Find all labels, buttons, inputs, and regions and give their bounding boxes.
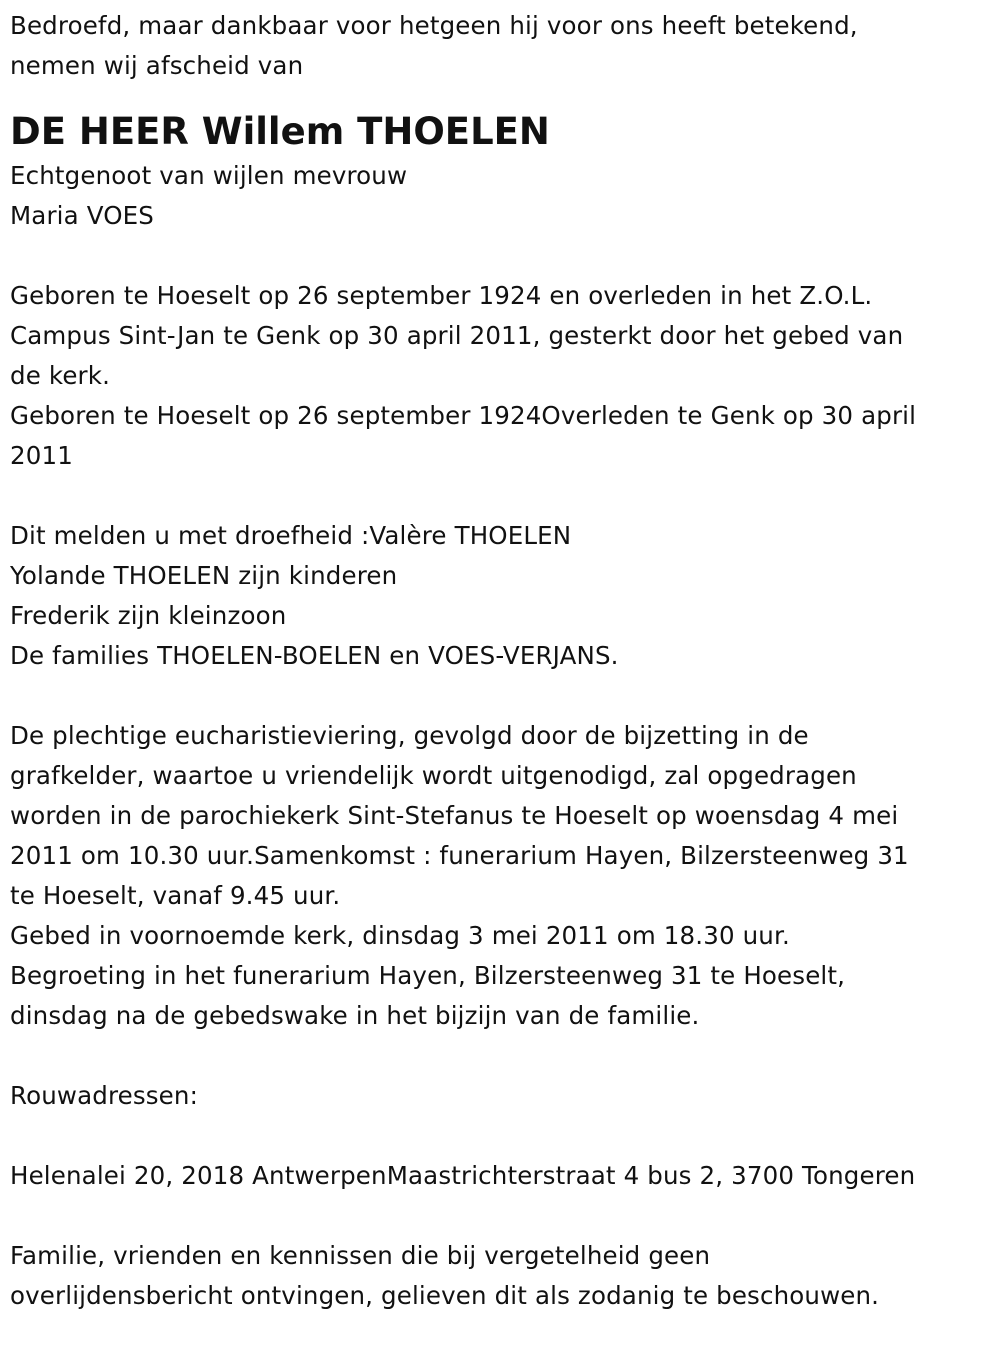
- deceased-name: DE HEER Willem THOELEN: [10, 110, 550, 153]
- ceremony-line-6: Gebed in voornoemde kerk, dinsdag 3 mei 2011 om 18.30 uur.: [10, 921, 790, 950]
- ceremony-line-3: worden in de parochiekerk Sint-Stefanus te Hoeselt op woensdag 4 mei: [10, 801, 899, 830]
- ceremony-line-1: De plechtige eucharistieviering, gevolgd door de bijzetting in de: [10, 721, 809, 750]
- spouse-line-1: Echtgenoot van wijlen mevrouw: [10, 161, 408, 190]
- spouse-paragraph: [10, 156, 995, 236]
- birth-death-paragraph: [10, 276, 995, 476]
- intro-paragraph: [10, 6, 995, 86]
- birth-death-line-2: Campus Sint-Jan te Genk op 30 april 2011, gesterkt door het gebed van: [10, 321, 904, 350]
- birth-death-line-4: Geboren te Hoeselt op 26 september 1924Overleden te Genk op 30 april: [10, 401, 917, 430]
- spacer: [10, 236, 995, 276]
- birth-death-line-5: 2011: [10, 441, 73, 470]
- announcers-line-3: Frederik zijn kleinzoon: [10, 601, 287, 630]
- closing-line-2: overlijdensbericht ontvingen, gelieven dit als zodanig te beschouwen.: [10, 1281, 880, 1310]
- intro-line-1: Bedroefd, maar dankbaar voor hetgeen hij voor ons heeft betekend,: [10, 11, 858, 40]
- announcers-line-4: De families THOELEN-BOELEN en VOES-VERJANS.: [10, 641, 619, 670]
- ceremony-paragraph: [10, 716, 995, 1036]
- announcers-line-1: Dit melden u met droefheid :Valère THOELEN: [10, 521, 572, 550]
- closing-line-1: Familie, vrienden en kennissen die bij vergetelheid geen: [10, 1241, 711, 1270]
- spouse-line-2: Maria VOES: [10, 201, 154, 230]
- ceremony-line-2: grafkelder, waartoe u vriendelijk wordt uitgenodigd, zal opgedragen: [10, 761, 857, 790]
- spacer: [10, 1116, 995, 1156]
- closing-paragraph: [10, 1236, 995, 1316]
- spacer: [10, 1196, 995, 1236]
- ceremony-line-4: 2011 om 10.30 uur.Samenkomst : funerarium Hayen, Bilzersteenweg 31: [10, 841, 909, 870]
- addresses-label: Rouwadressen:: [10, 1081, 198, 1110]
- birth-death-line-1: Geboren te Hoeselt op 26 september 1924 en overleden in het Z.O.L.: [10, 281, 873, 310]
- obituary-notice: [10, 6, 995, 1316]
- announcers-line-2: Yolande THOELEN zijn kinderen: [10, 561, 398, 590]
- intro-line-2: nemen wij afscheid van: [10, 51, 304, 80]
- spacer: [10, 476, 995, 516]
- ceremony-line-8: dinsdag na de gebedswake in het bijzijn van de familie.: [10, 1001, 700, 1030]
- addresses-line: Helenalei 20, 2018 AntwerpenMaastrichterstraat 4 bus 2, 3700 Tongeren: [10, 1161, 916, 1190]
- ceremony-line-7: Begroeting in het funerarium Hayen, Bilzersteenweg 31 te Hoeselt,: [10, 961, 846, 990]
- announcers-paragraph: [10, 516, 995, 676]
- ceremony-line-5: te Hoeselt, vanaf 9.45 uur.: [10, 881, 341, 910]
- birth-death-line-3: de kerk.: [10, 361, 111, 390]
- spacer: [10, 676, 995, 716]
- spacer: [10, 1036, 995, 1076]
